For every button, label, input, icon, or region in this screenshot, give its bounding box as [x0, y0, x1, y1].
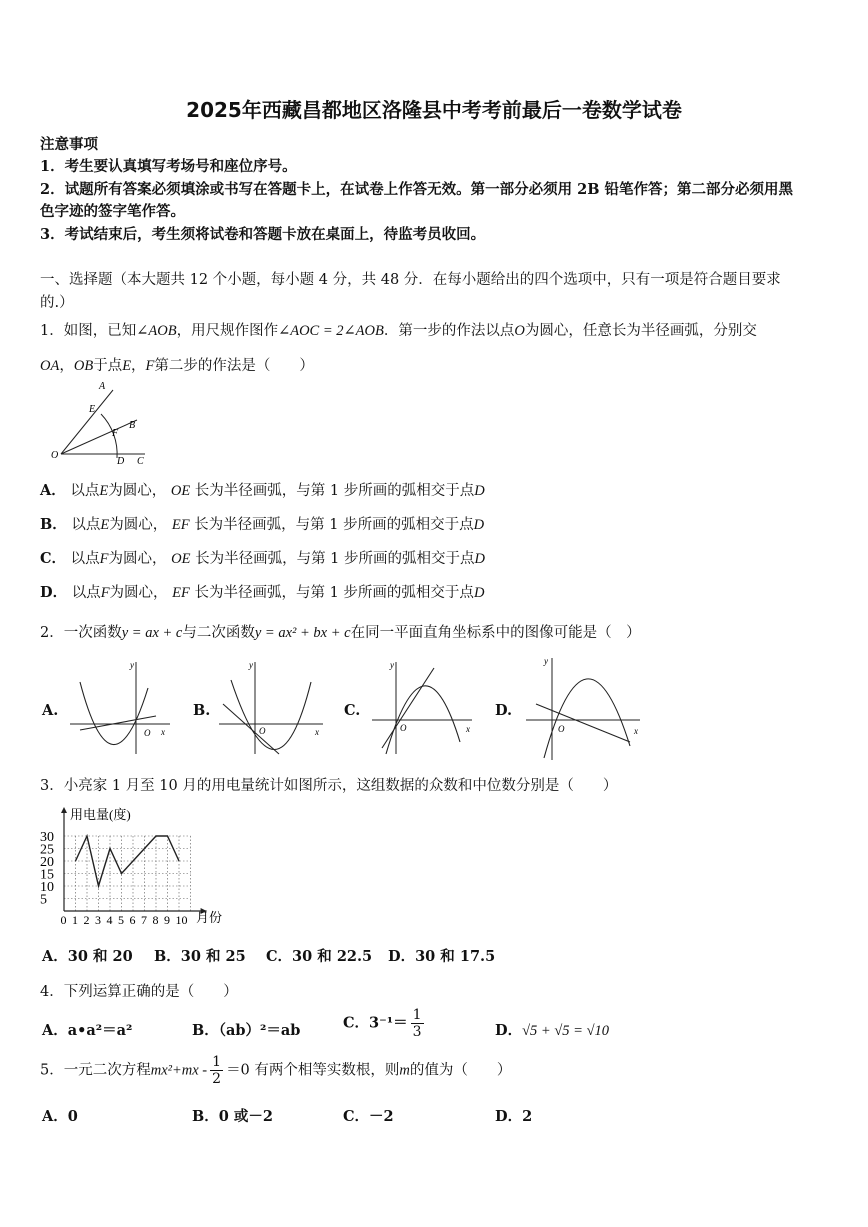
svg-text:y: y — [130, 660, 134, 670]
question-3: 3．小亮家 1 月至 10 月的用电量统计如图所示，这组数据的众数和中位数分别是（ ） — [40, 778, 618, 794]
svg-text:y: y — [390, 660, 394, 670]
svg-text:x: x — [315, 727, 319, 737]
q1-option-a[interactable]: A． 以点E为圆心， OE 长为半径画弧，与第 1 步所画的弧相交于点D — [40, 482, 485, 499]
angle-construction-figure — [45, 378, 165, 470]
svg-text:x: x — [466, 724, 470, 734]
chart-grid — [64, 836, 191, 911]
question-1-line1: 1．如图，已知∠AOB，用尺规作图作∠AOC = 2∠AOB．第一步的作法以点O为圆心，任意长为半径画弧，分别交 — [40, 323, 757, 339]
x-tick-label: 2 — [83, 913, 90, 927]
q1-option-b[interactable]: B． 以点E为圆心， EF 长为半径画弧，与第 1 步所画的弧相交于点D — [40, 516, 485, 533]
y-tick-label: 20 — [40, 855, 54, 870]
notice-item: 1．考生要认真填写考场号和座位序号。 — [40, 158, 297, 175]
svg-text:O: O — [259, 726, 266, 736]
q1-option-d[interactable]: D． 以点F为圆心， EF 长为半径画弧，与第 1 步所画的弧相交于点D — [40, 584, 485, 601]
notice-item: 2．试题所有答案必须填涂或书写在答题卡上，在试卷上作答无效。第一部分必须用 2B 铅笔作答；第二部分必须用黑 — [40, 181, 794, 198]
label-o: O — [51, 450, 59, 461]
q3-option-a[interactable]: A．30 和 20 — [42, 948, 133, 965]
q2-graph-d[interactable] — [522, 654, 646, 762]
q3-option-d[interactable]: D．30 和 17.5 — [388, 948, 496, 965]
svg-text:O: O — [144, 728, 151, 738]
x-tick-label: 8 — [152, 913, 159, 927]
label-e: E — [89, 404, 96, 415]
question-5: 5．一元二次方程mx²+mx - $\frac{1}{2}$ ＝0 有两个相等实数根，则m的值为（ ） — [40, 1054, 512, 1087]
label-c: C — [137, 456, 144, 467]
svg-text:y: y — [544, 656, 548, 666]
svg-text:O: O — [400, 723, 407, 733]
q2-graph-a[interactable] — [66, 658, 176, 756]
question-1-line2: OA，OB于点E，F第二步的作法是（ ） — [40, 358, 314, 374]
y-tick-label: 30 — [40, 830, 54, 845]
x-tick-label: 1 — [72, 913, 78, 927]
question-4: 4．下列运算正确的是（ ） — [40, 984, 238, 1000]
svg-text:x: x — [634, 726, 638, 736]
question-2: 2．一次函数y = ax + c与二次函数y = ax² + bx + c在同一平面直角坐标系中的图像可能是（ ） — [40, 625, 641, 641]
notice-heading: 注意事项 — [40, 136, 98, 153]
q4-option-b[interactable]: B．（ab）²＝ab — [192, 1022, 301, 1039]
q2-graph-c[interactable] — [368, 658, 478, 756]
label-f: F — [112, 428, 119, 439]
q4-option-c[interactable]: C．3⁻¹＝ $\frac{1}{3}$ — [343, 1007, 422, 1040]
q1-option-c[interactable]: C． 以点F为圆心， OE 长为半径画弧，与第 1 步所画的弧相交于点D — [40, 550, 486, 567]
label-a: A — [99, 381, 106, 392]
section-heading-cont: 的.） — [40, 295, 74, 311]
y-tick-label: 5 — [40, 892, 47, 908]
x-tick-label: 9 — [164, 913, 170, 927]
label-d: D — [117, 456, 125, 467]
x-tick-label: 5 — [118, 913, 124, 927]
x-tick-label: 4 — [106, 913, 113, 927]
q2-option-b-label[interactable]: B. — [193, 702, 211, 719]
q2-option-d-label[interactable]: D. — [495, 702, 513, 719]
svg-text:y: y — [249, 660, 253, 670]
q5-option-a[interactable]: A．0 — [42, 1108, 78, 1125]
q5-option-b[interactable]: B．0 或－2 — [192, 1108, 273, 1125]
q5-option-c[interactable]: C．－2 — [343, 1108, 394, 1125]
electricity-usage-chart — [38, 803, 234, 929]
page-title: 2025年西藏昌都地区洛隆县中考考前最后一卷数学试卷 — [186, 98, 682, 122]
x-axis-label: 月份 — [196, 910, 223, 925]
q3-option-c[interactable]: C．30 和 22.5 — [266, 948, 373, 965]
label-b: B — [129, 420, 136, 431]
q5-option-d[interactable]: D．2 — [495, 1108, 533, 1125]
svg-text:x: x — [161, 727, 165, 737]
x-tick-label: 7 — [141, 913, 147, 927]
x-tick-label: 6 — [129, 913, 136, 927]
y-axis-label: 用电量(度) — [70, 807, 131, 822]
q2-option-c-label[interactable]: C. — [344, 702, 361, 719]
svg-text:O: O — [558, 724, 565, 734]
y-tick-label: 15 — [40, 867, 54, 883]
y-axis-arrow — [61, 807, 67, 813]
q4-option-a[interactable]: A．a•a²＝a² — [42, 1022, 133, 1039]
q3-option-b[interactable]: B．30 和 25 — [154, 948, 246, 965]
q2-graph-b[interactable] — [215, 658, 327, 756]
q2-option-a-label[interactable]: A. — [42, 702, 59, 719]
notice-item: 色字迹的签字笔作答。 — [40, 203, 185, 220]
notice-item: 3．考试结束后，考生须将试卷和答题卡放在桌面上，待监考员收回。 — [40, 226, 486, 243]
x-tick-label: 3 — [95, 913, 101, 927]
x-tick-label: 10 — [175, 913, 188, 927]
x-tick-label: 0 — [60, 913, 67, 927]
y-tick-label: 10 — [40, 880, 54, 895]
q4-option-d[interactable]: D．√5 + √5 = √10 — [495, 1022, 610, 1039]
section-heading: 一、选择题（本大题共 12 个小题，每小题 4 分，共 48 分．在每小题给出的四个选项中，只有一项是符合题目要求 — [40, 272, 781, 288]
y-tick-label: 25 — [40, 842, 54, 858]
